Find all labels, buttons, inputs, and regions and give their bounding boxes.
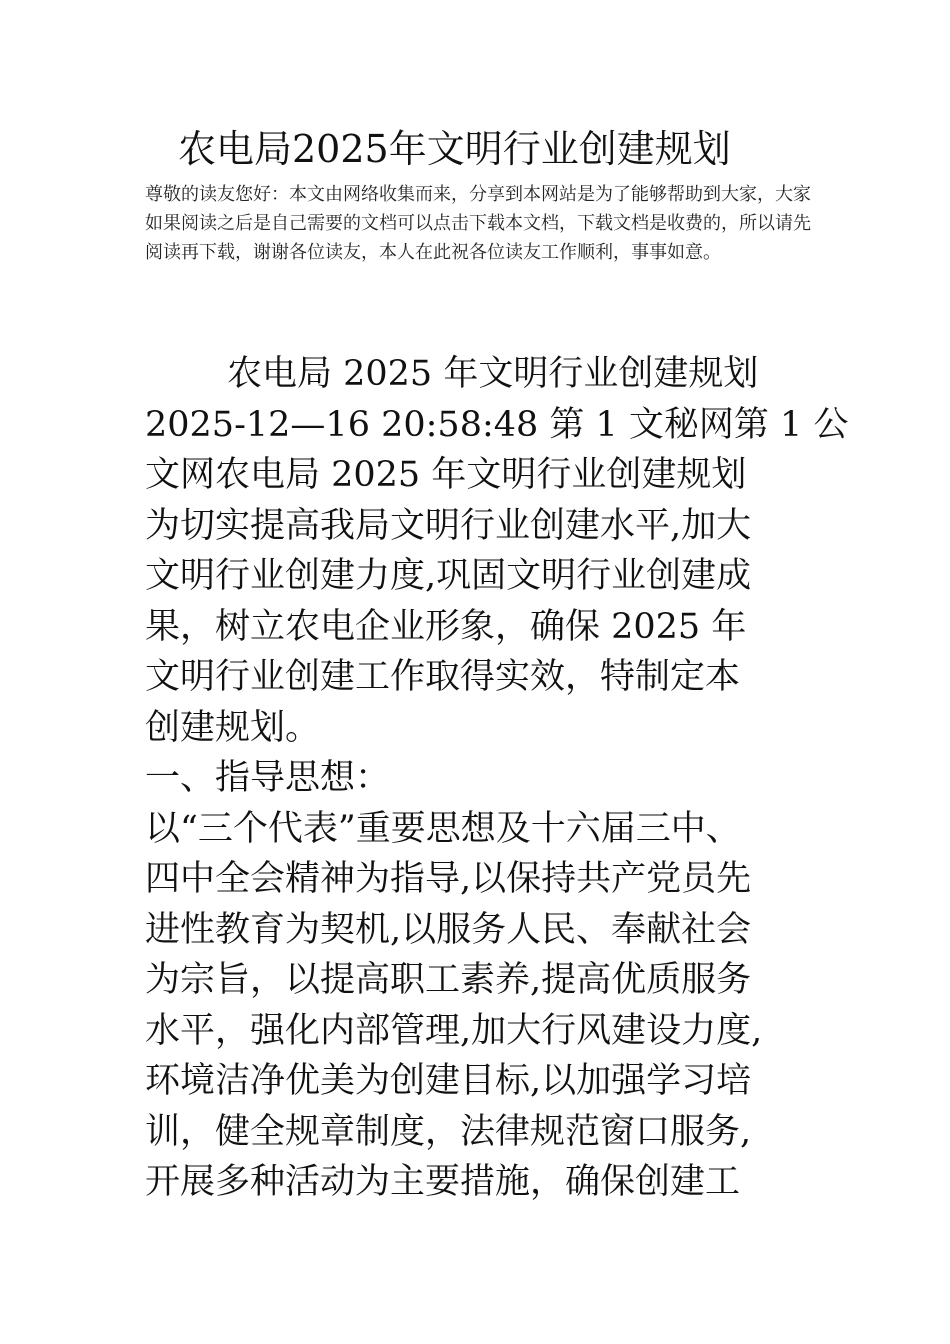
body-line: 为切实提高我局文明行业创建水平,加大	[145, 505, 752, 546]
body-line: 四中全会精神为指导,以保持共产党员先	[145, 859, 752, 899]
body-line: 环境洁净优美为创建目标,以加强学习培	[145, 1061, 752, 1101]
body-line: 为宗旨，以提高职工素养,提高优质服务	[145, 960, 752, 1000]
document-title: 农电局2025年文明行业创建规划	[178, 127, 731, 171]
body-line: 以“三个代表”重要思想及十六届三中、	[145, 808, 741, 849]
body-line: 文明行业创建力度,巩固文明行业创建成	[145, 556, 752, 596]
body-line: 开展多种活动为主要措施，确保创建工	[145, 1162, 741, 1202]
document-body	[145, 349, 849, 1208]
body-line: 文网农电局 2025 年文明行业创建规划	[145, 455, 747, 495]
reader-notice: 尊敬的读友您好：本文由网络收集而来，分享到本网站是为了能够帮助到大家，大家如果阅读之后是自己需要的文档可以点击下载本文档，下载文档是收费的，所以请先阅读再下载，谢谢各位读友，本人在此祝各位读友工作顺利，事事如意。	[145, 184, 811, 263]
body-line: 果，树立农电企业形象，确保 2025 年	[145, 606, 747, 647]
body-heading: 农电局 2025 年文明行业创建规划	[227, 354, 759, 394]
section-heading: 一、指导思想：	[145, 758, 391, 798]
body-line: 2025-12—16 20:58:48 第 1 文秘网第 1 公	[145, 404, 849, 445]
body-line: 进性教育为契机,以服务人民、奉献社会	[145, 909, 752, 950]
body-line: 文明行业创建工作取得实效，特制定本	[145, 657, 741, 697]
body-line: 水平，强化内部管理,加大行风建设力度,	[145, 1010, 763, 1051]
body-line: 创建规划。	[145, 707, 321, 748]
body-line: 训，健全规章制度，法律规范窗口服务,	[145, 1111, 752, 1152]
